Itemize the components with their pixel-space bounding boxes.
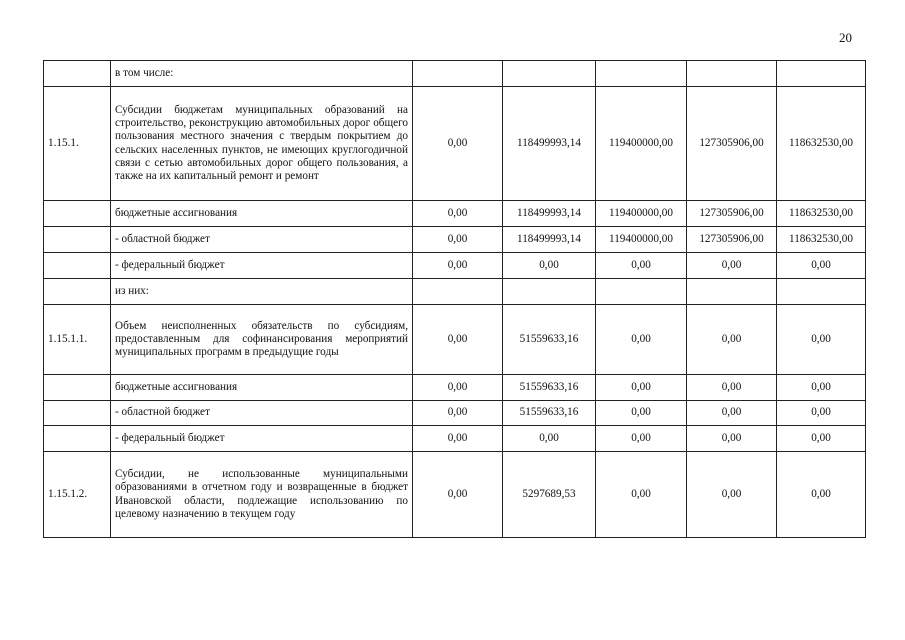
- row-code: [44, 227, 111, 253]
- value-cell: 0,00: [777, 401, 866, 426]
- value-cell: 0,00: [413, 87, 503, 201]
- table-row: [44, 279, 866, 305]
- value-cell: [777, 61, 866, 87]
- table-row: [44, 305, 866, 375]
- value-cell: 0,00: [687, 452, 777, 538]
- value-cell: [687, 61, 777, 87]
- value-cell: 0,00: [413, 452, 503, 538]
- value-cell: [413, 61, 503, 87]
- value-cell: 118632530,00: [777, 87, 866, 201]
- row-description: бюджетные ассигнования: [111, 375, 413, 401]
- value-cell: 0,00: [596, 426, 687, 452]
- row-code: [44, 61, 111, 87]
- row-description: Субсидии бюджетам муниципальных образований на строительство, реконструкцию автомобильных дорог общего пользования местного значения с твердым покрытием до сельских населенных пунктов, не имеющих круглогодичной связи с сетью автомобильных дорог общего пользования, а также на их капитальный ремонт и ремонт: [111, 87, 413, 201]
- value-cell: 0,00: [687, 253, 777, 279]
- value-cell: 0,00: [413, 401, 503, 426]
- value-cell: 127305906,00: [687, 227, 777, 253]
- value-cell: 51559633,16: [503, 401, 596, 426]
- value-cell: 0,00: [413, 375, 503, 401]
- value-cell: 0,00: [413, 305, 503, 375]
- table-row: [44, 227, 866, 253]
- table-row: [44, 426, 866, 452]
- table-row: [44, 452, 866, 538]
- value-cell: 0,00: [596, 305, 687, 375]
- row-code: 1.15.1.: [44, 87, 111, 201]
- value-cell: 0,00: [596, 401, 687, 426]
- value-cell: 118499993,14: [503, 227, 596, 253]
- value-cell: 0,00: [596, 452, 687, 538]
- value-cell: 119400000,00: [596, 201, 687, 227]
- table-row: [44, 87, 866, 201]
- value-cell: 0,00: [413, 201, 503, 227]
- value-cell: 5297689,53: [503, 452, 596, 538]
- value-cell: [596, 279, 687, 305]
- value-cell: 0,00: [413, 426, 503, 452]
- row-code: [44, 253, 111, 279]
- table-row: [44, 201, 866, 227]
- row-code: 1.15.1.1.: [44, 305, 111, 375]
- value-cell: 0,00: [596, 375, 687, 401]
- value-cell: 0,00: [503, 426, 596, 452]
- row-code: [44, 401, 111, 426]
- table-row: [44, 61, 866, 87]
- value-cell: 0,00: [687, 401, 777, 426]
- value-cell: 0,00: [687, 426, 777, 452]
- budget-table: [43, 60, 866, 538]
- row-description: - областной бюджет: [111, 401, 413, 426]
- value-cell: 0,00: [687, 305, 777, 375]
- value-cell: [503, 61, 596, 87]
- value-cell: 0,00: [777, 305, 866, 375]
- row-description: Субсидии, не использованные муниципальными образованиями в отчетном году и возвращенные в бюджет Ивановской области, подлежащие использованию по целевому назначению в текущем году: [111, 452, 413, 538]
- value-cell: 0,00: [777, 253, 866, 279]
- value-cell: [687, 279, 777, 305]
- value-cell: 118632530,00: [777, 227, 866, 253]
- value-cell: 118632530,00: [777, 201, 866, 227]
- row-description: - федеральный бюджет: [111, 426, 413, 452]
- value-cell: [596, 61, 687, 87]
- value-cell: 0,00: [413, 253, 503, 279]
- row-description: бюджетные ассигнования: [111, 201, 413, 227]
- value-cell: 0,00: [413, 227, 503, 253]
- row-description: в том числе:: [111, 61, 413, 87]
- value-cell: [503, 279, 596, 305]
- row-code: [44, 279, 111, 305]
- value-cell: 127305906,00: [687, 201, 777, 227]
- page-number: 20: [839, 30, 852, 45]
- value-cell: 0,00: [503, 253, 596, 279]
- value-cell: 0,00: [687, 375, 777, 401]
- row-code: [44, 201, 111, 227]
- row-code: [44, 375, 111, 401]
- value-cell: 118499993,14: [503, 201, 596, 227]
- value-cell: 0,00: [777, 426, 866, 452]
- value-cell: [777, 279, 866, 305]
- row-description: - областной бюджет: [111, 227, 413, 253]
- value-cell: 51559633,16: [503, 305, 596, 375]
- row-code: 1.15.1.2.: [44, 452, 111, 538]
- value-cell: 119400000,00: [596, 227, 687, 253]
- value-cell: 0,00: [777, 375, 866, 401]
- table-row: [44, 375, 866, 401]
- table-row: [44, 401, 866, 426]
- value-cell: 119400000,00: [596, 87, 687, 201]
- value-cell: 51559633,16: [503, 375, 596, 401]
- value-cell: [413, 279, 503, 305]
- table-row: [44, 253, 866, 279]
- row-code: [44, 426, 111, 452]
- row-description: Объем неисполненных обязательств по субсидиям, предоставленным для софинансирования мероприятий муниципальных программ в предыдущие годы: [111, 305, 413, 375]
- value-cell: 127305906,00: [687, 87, 777, 201]
- value-cell: 0,00: [777, 452, 866, 538]
- value-cell: 118499993,14: [503, 87, 596, 201]
- value-cell: 0,00: [596, 253, 687, 279]
- row-description: - федеральный бюджет: [111, 253, 413, 279]
- row-description: из них:: [111, 279, 413, 305]
